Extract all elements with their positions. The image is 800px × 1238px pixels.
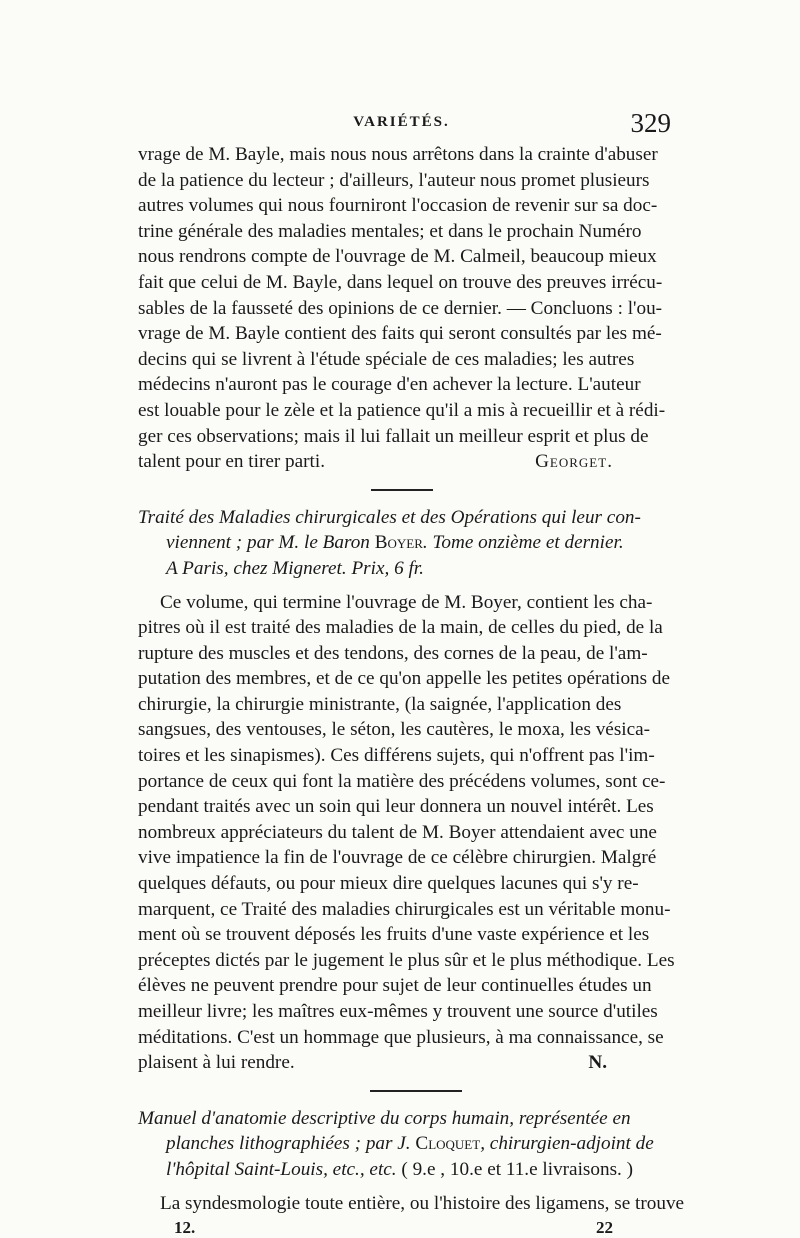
text-line: de la patience du lecteur ; d'ailleurs, l'auteur nous promet plusieurs [138, 169, 650, 191]
text-line: médecins n'auront pas le courage d'en achever la lecture. L'auteur [138, 374, 641, 396]
text-line: plaisent à lui rendre. [138, 1052, 295, 1074]
title-text: planches lithographiées ; par J. [166, 1133, 416, 1155]
text-line: sangsues, des ventouses, le séton, les cautères, le moxa, les vésica- [138, 719, 651, 741]
closing-line [138, 1050, 665, 1076]
text-line: sables de la fausseté des opinions de ce dernier. — Concluons : l'ou- [138, 297, 663, 319]
review-boyer-paragraph [138, 590, 675, 1076]
text-line: nous rendrons compte de l'ouvrage de M. Calmeil, beaucoup mieux [138, 246, 657, 268]
review-cloquet-paragraph [138, 1191, 685, 1217]
page-footer [138, 1218, 665, 1238]
text-line: rupture des muscles et des tendons, des cornes de la peau, de l'am- [138, 642, 648, 664]
text-line: ger ces observations; mais il lui fallait un meilleur esprit et plus de [138, 425, 649, 447]
author-name: Boyer [374, 532, 423, 554]
author-signature-georget: Georget. [535, 451, 613, 473]
title-line: Traité des Maladies chirurgicales et des Opérations qui leur con- [138, 506, 641, 528]
title-line: Manuel d'anatomie descriptive du corps humain, représentée en [138, 1107, 631, 1129]
text-line: élèves ne peuvent prendre pour sujet de leur continuelles études un [138, 975, 652, 997]
text-line: talent pour en tirer parti. [138, 451, 326, 473]
running-head [138, 108, 671, 142]
text-line: vrage de M. Bayle, mais nous nous arrêtons dans la crainte d'abuser [138, 144, 658, 165]
review-bayle-paragraph [138, 142, 665, 475]
running-head-title: VARIÉTÉS. [353, 114, 450, 130]
author-name: Cloquet [415, 1133, 481, 1155]
page-number: 329 [630, 108, 671, 138]
title-text: viennent ; par M. le Baron [166, 532, 375, 554]
title-line [138, 1157, 665, 1183]
section-divider [371, 489, 433, 491]
text-line: marquent, ce Traité des maladies chirurgicales est un véritable monu- [138, 898, 671, 920]
text-line: pendant traités avec un soin qui leur donnera un nouvel intérêt. Les [138, 796, 654, 818]
book-page [138, 108, 685, 1238]
title-text: . Tome onzième et dernier. [422, 532, 624, 554]
section-divider [370, 1090, 462, 1092]
text-line: nombreux appréciateurs du talent de M. Boyer attendaient avec une [138, 821, 657, 843]
text-line: meilleur livre; les maîtres eux-mêmes y trouvent une source d'utiles [138, 1001, 658, 1022]
text-line: Ce volume, qui termine l'ouvrage de M. Boyer, contient les cha- [160, 591, 653, 613]
text-line: ment où se trouvent déposés les fruits d'une vaste expérience et les [138, 924, 650, 946]
entry-title-boyer [138, 505, 665, 582]
sheet-number: 22 [596, 1218, 613, 1238]
title-line [138, 530, 665, 556]
entry-title-cloquet [138, 1106, 665, 1183]
author-signature-n: N. [588, 1052, 607, 1074]
text-line: préceptes dictés par le jugement le plus sûr et le plus méthodique. Les [138, 949, 675, 971]
title-text: l'hôpital Saint-Louis, etc., etc. [166, 1158, 397, 1180]
text-line: chirurgie, la chirurgie ministrante, (la saignée, l'application des [138, 693, 622, 715]
text-line: méditations. C'est un hommage que plusieurs, à ma connaissance, se [138, 1026, 664, 1048]
closing-line [138, 449, 665, 475]
text-line: pitres où il est traité des maladies de la main, de celles du pied, de la [138, 617, 663, 639]
title-line [138, 1131, 665, 1157]
text-line: autres volumes qui nous fourniront l'occasion de revenir sur sa doc- [138, 195, 658, 217]
signature-mark: 12. [174, 1218, 196, 1238]
text-line: trine générale des maladies mentales; et dans le prochain Numéro [138, 220, 642, 242]
text-line: toires et les sinapismes). Ces différens sujets, qui n'offrent pas l'im- [138, 745, 655, 767]
text-line: fait que celui de M. Bayle, dans lequel on trouve des preuves irrécu- [138, 271, 663, 293]
livraisons-text: ( 9.e , 10.e et 11.e livraisons. ) [396, 1158, 634, 1180]
text-line: decins qui se livrent à l'étude spéciale de ces maladies; les autres [138, 348, 635, 370]
text-line: La syndesmologie toute entière, ou l'histoire des ligamens, se trouve [160, 1192, 685, 1214]
publisher-line: A Paris, chez Migneret. Prix, 6 fr. [166, 557, 424, 579]
text-line: quelques défauts, ou pour mieux dire quelques lacunes qui s'y re- [138, 873, 639, 895]
text-line: est louable pour le zèle et la patience qu'il a mis à recueillir et à rédi- [138, 399, 666, 421]
title-text: , chirurgien-adjoint de [480, 1133, 654, 1155]
text-line: vive impatience la fin de l'ouvrage de ce célèbre chirurgien. Malgré [138, 847, 657, 869]
text-line: putation des membres, et de ce qu'on appelle les petites opérations de [138, 668, 671, 690]
text-line: portance de ceux qui font la matière des précédens volumes, sont ce- [138, 770, 666, 792]
text-line: vrage de M. Bayle contient des faits qui seront consultés par les mé- [138, 323, 662, 345]
